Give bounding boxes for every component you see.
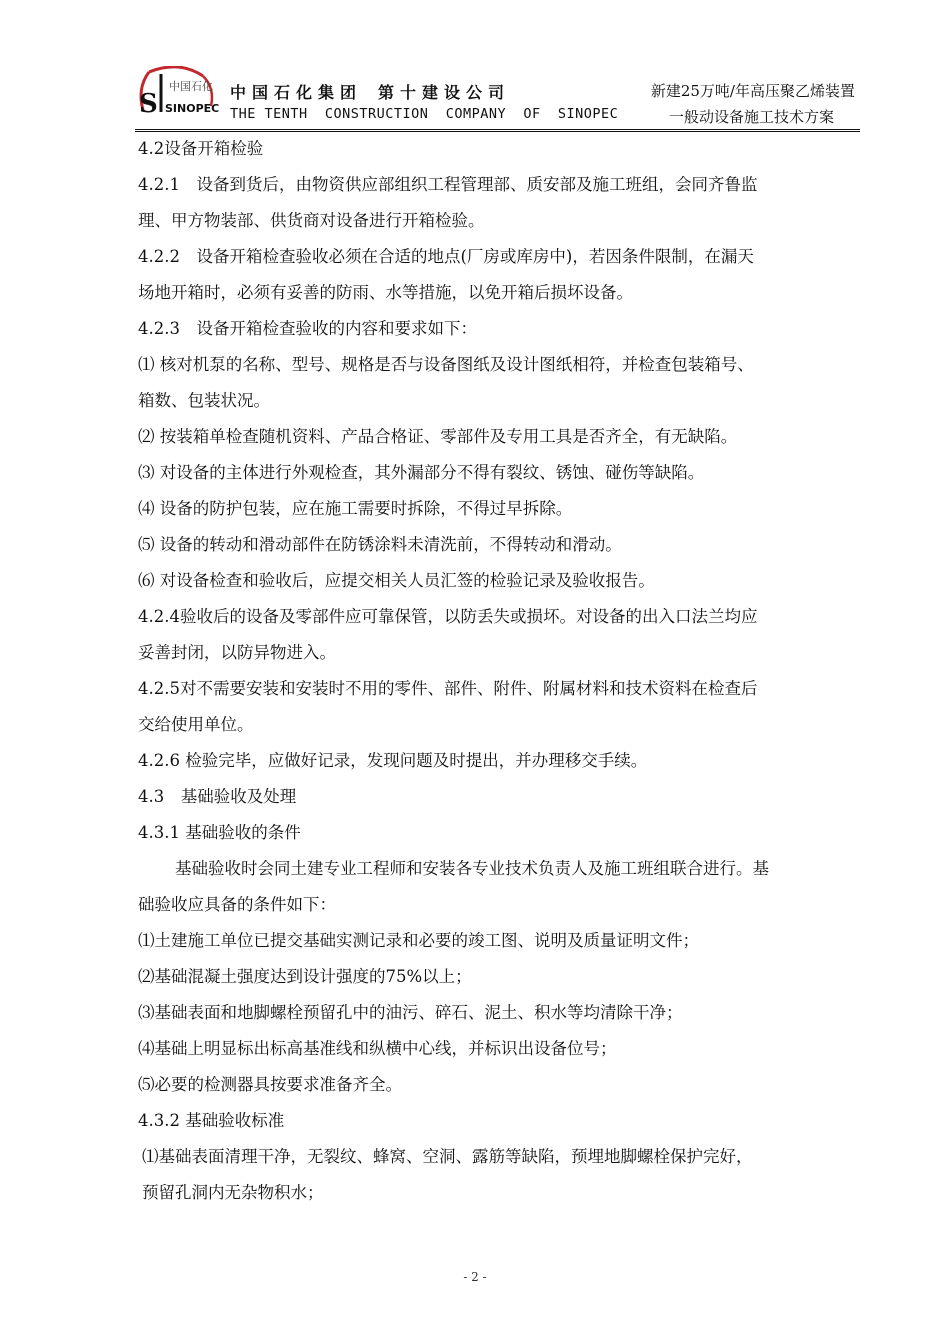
list-item: ⑸ 设备的转动和滑动部件在防锈涂料未清洗前，不得转动和滑动。 (138, 535, 622, 554)
paragraph-line: 交给使用单位。 (138, 715, 254, 734)
paragraph-line: 基础验收时会同土建专业工程师和安装各专业技术负责人及施工班组联合进行。基 (175, 859, 769, 878)
company-name-branch: 第十建设公司 (378, 83, 511, 102)
paragraph-line: 础验收应具备的条件如下： (138, 895, 336, 914)
paragraph-line: 4.2.5对不需要安装和安装时不用的零件、部件、附件、附属材料和技术资料在检查后 (138, 679, 758, 698)
paragraph-line: 4.2.1 设备到货后，由物资供应部组织工程管理部、质安部及施工班组，会同齐鲁监 (138, 175, 758, 194)
list-item: ⑷ 设备的防护包装，应在施工需要时拆除，不得过早拆除。 (138, 499, 573, 518)
paragraph-line: 场地开箱时，必须有妥善的防雨、水等措施，以免开箱后损坏设备。 (138, 283, 633, 302)
document-title: 一般动设备施工技术方案 (668, 108, 834, 126)
paragraph-line: 4.2.6 检验完毕，应做好记录，发现问题及时提出，并办理移交手续。 (138, 751, 648, 770)
company-name-en: THE TENTH CONSTRUCTION COMPANY OF SINOPEC (230, 106, 619, 122)
list-item: 预留孔洞内无杂物积水； (142, 1183, 324, 1202)
paragraph-line: 4.2.4验收后的设备及零部件应可靠保管，以防丢失或损坏。对设备的出入口法兰均应 (138, 607, 758, 626)
subsection-heading: 4.3.2 基础验收标准 (138, 1111, 285, 1130)
project-title: 新建25万吨/年高压聚乙烯装置 (650, 82, 855, 100)
paragraph-line: 理、甲方物装部、供货商对设备进行开箱检验。 (138, 211, 485, 230)
paragraph-line: 妥善封闭，以防异物进入。 (138, 643, 336, 662)
page-number: - 2 - (463, 1270, 487, 1284)
svg-text:S: S (139, 89, 158, 119)
list-item: 箱数、包装状况。 (138, 391, 270, 410)
list-item: ⑴ 核对机泵的名称、型号、规格是否与设备图纸及设计图纸相符，并检查包装箱号、 (138, 355, 754, 374)
svg-text:中国石化: 中国石化 (169, 80, 213, 93)
document-body (138, 131, 860, 1211)
list-item: ⑵ 按装箱单检查随机资料、产品合格证、零部件及专用工具是否齐全，有无缺陷。 (138, 427, 738, 446)
page-header (135, 66, 860, 130)
list-item: ⑹ 对设备检查和验收后，应提交相关人员汇签的检验记录及验收报告。 (138, 571, 655, 590)
list-item: ⑷基础上明显标出标高基准线和纵横中心线，并标识出设备位号； (138, 1039, 617, 1058)
list-item: ⑵基础混凝土强度达到设计强度的75%以上； (138, 967, 472, 986)
list-item: ⑴土建施工单位已提交基础实测记录和必要的竣工图、说明及质量证明文件； (138, 931, 699, 950)
svg-text:SINOPEC: SINOPEC (165, 102, 220, 115)
paragraph-line: 4.2.3 设备开箱检查验收的内容和要求如下： (138, 319, 477, 338)
section-heading: 4.3 基础验收及处理 (138, 787, 297, 806)
paragraph-line: 4.2.2 设备开箱检查验收必须在合适的地点(厂房或库房中)，若因条件限制，在漏天 (138, 247, 754, 266)
list-item: ⑶ 对设备的主体进行外观检查，其外漏部分不得有裂纹、锈蚀、碰伤等缺陷。 (138, 463, 705, 482)
company-name-group: 中国石化集团 (230, 83, 363, 102)
list-item: ⑶基础表面和地脚螺栓预留孔中的油污、碎石、泥土、积水等均清除干净； (138, 1003, 683, 1022)
subsection-heading: 4.3.1 基础验收的条件 (138, 823, 301, 842)
company-name-cn (230, 80, 510, 103)
list-item: ⑴基础表面清理干净，无裂纹、蜂窝、空洞、露筋等缺陷，预埋地脚螺栓保护完好， (142, 1147, 753, 1166)
sinopec-logo (135, 66, 223, 126)
list-item: ⑸必要的检测器具按要求准备齐全。 (138, 1075, 402, 1094)
section-heading: 4.2设备开箱检验 (138, 139, 264, 158)
